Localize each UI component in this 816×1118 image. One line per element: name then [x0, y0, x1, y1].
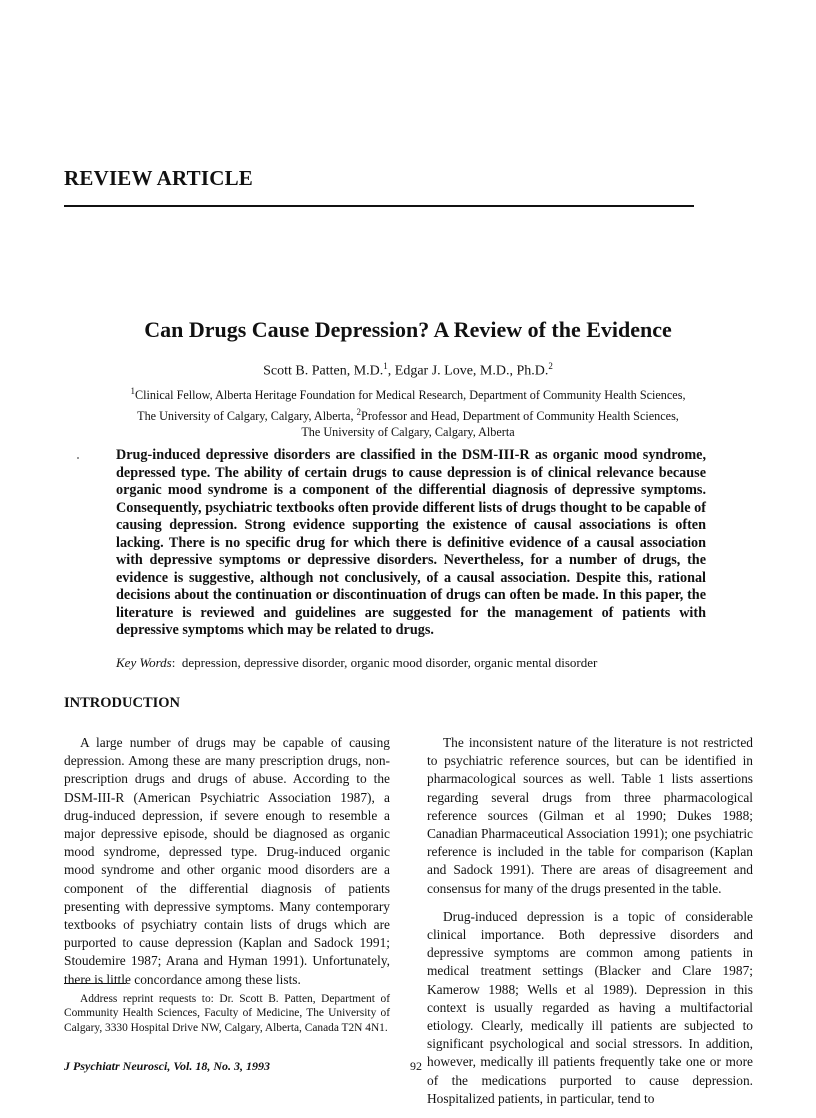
author-2-mark: 2 — [548, 361, 553, 371]
author-2: Edgar J. Love, M.D., Ph.D. — [394, 363, 549, 379]
header-rule — [64, 205, 694, 207]
body-paragraph: Drug-induced depression is a topic of considerable clinical importance. Both depressive disorders and depressive symptoms are common among patients in medical treatment settings (Blacker and Clare 1987; Kamerow 1988; Wells et al 1989). Depression in this context is usually regarded as having a multifactorial etiology. Clearly, medically ill patients are subjected to significant psychological and social stressors. In addition, however, medically ill patients frequently take one or more of the medications purported to cause depression. Hospitalized patients, in particular, tend to — [427, 908, 753, 1106]
body-paragraph: The inconsistent nature of the literature is not restricted to psychiatric reference sources, but can be identified in pharmacological sources as well. Table 1 lists assertions regarding several drugs from three pharmacological reference sources (Gilman et al 1990; Dukes 1988; Canadian Pharmaceutical Association 1991); one psychiatric reference is included in the table for comparison (Kaplan and Sadock 1991). There are areas of disagreement and consensus for many of the drugs presented in the table. — [427, 735, 753, 896]
keywords-list: depression, depressive disorder, organic mood disorder, organic mental disorder — [181, 655, 598, 670]
keywords-label: Key Words — [116, 655, 172, 670]
affiliation-2-mark: 2 — [356, 406, 362, 417]
author-1-mark: 1 — [383, 361, 388, 371]
keywords-colon: : — [171, 655, 176, 670]
affiliation-1: Clinical Fellow, Alberta Heritage Foundation for Medical Research, Department of Community Health Sciences, The University of Calgary, Calgary, Alberta, — [134, 388, 686, 423]
author-separator: , — [387, 363, 395, 379]
abstract: Drug-induced depressive disorders are classified in the DSM-III-R as organic mood syndrome, depressed type. The ability of certain drugs to cause depression is of clinical relevance because organic mood syndrome is a component of the differential diagnosis of depressive symptoms. Consequently, psychiatric textbooks often provide different lists of drugs thought to be capable of causing depression. Strong evidence supporting the existence of causal associations is often lacking. There is no specific drug for which there is definitive evidence of a causal association with depressive symptoms or depressive disorders. Nevertheless, for a number of drugs, the evidence is suggestive, although not conclusively, of a causal association. Despite this, rational decisions about the continuation or discontinuation of drugs can often be made. In this paper, the literature is reviewed and guidelines are suggested for the management of patients with depressive symptoms which may be related to drugs. — [116, 447, 706, 638]
footnote: Address reprint requests to: Dr. Scott B. Patten, Department of Community Health Sciences, Faculty of Medicine, The University of Calgary, 3330 Hospital Drive NW, Calgary, Alberta, Canada T2N 4N1. — [64, 993, 390, 1034]
footnote-rule — [64, 983, 126, 984]
keywords — [116, 655, 716, 671]
article-title: Can Drugs Cause Depression? A Review of the Evidence — [144, 317, 672, 342]
page-number: 92 — [410, 1059, 422, 1073]
section-heading-introduction: INTRODUCTION — [64, 695, 181, 711]
journal-citation: J Psychiatr Neurosci, Vol. 18, No. 3, 1993 — [64, 1059, 271, 1073]
scan-speck — [77, 457, 79, 459]
section-label: REVIEW ARTICLE — [64, 166, 253, 190]
affiliations — [130, 383, 686, 441]
affiliation-1-mark: 1 — [130, 386, 135, 396]
author-1: Scott B. Patten, M.D. — [263, 363, 384, 379]
body-column-left — [64, 734, 390, 999]
affiliation-2: Professor and Head, Department of Community Health Sciences, The University of Calgary, Calgary, Alberta — [301, 408, 679, 440]
author-line — [0, 361, 816, 380]
body-column-right — [427, 734, 753, 1118]
body-paragraph: A large number of drugs may be capable of causing depression. Among these are many prescription drugs, non-prescription drugs and drugs of abuse. According to the DSM-III-R (American Psychiatric Association 1987), a drug-induced depression, if severe enough to resemble a major depressive episode, should be diagnosed as organic mood syndrome, depressed type. Drug-induced organic mood syndrome and other organic mood disorders are a component of the differential diagnosis of patients presenting with depressive symptoms. Many contemporary textbooks of psychiatry contain lists of drugs which are purported to cause depression (Kaplan and Sadock 1991; Stoudemire 1987; Arana and Hyman 1991). Unfortunately, there is little concordance among these lists. — [64, 735, 390, 987]
